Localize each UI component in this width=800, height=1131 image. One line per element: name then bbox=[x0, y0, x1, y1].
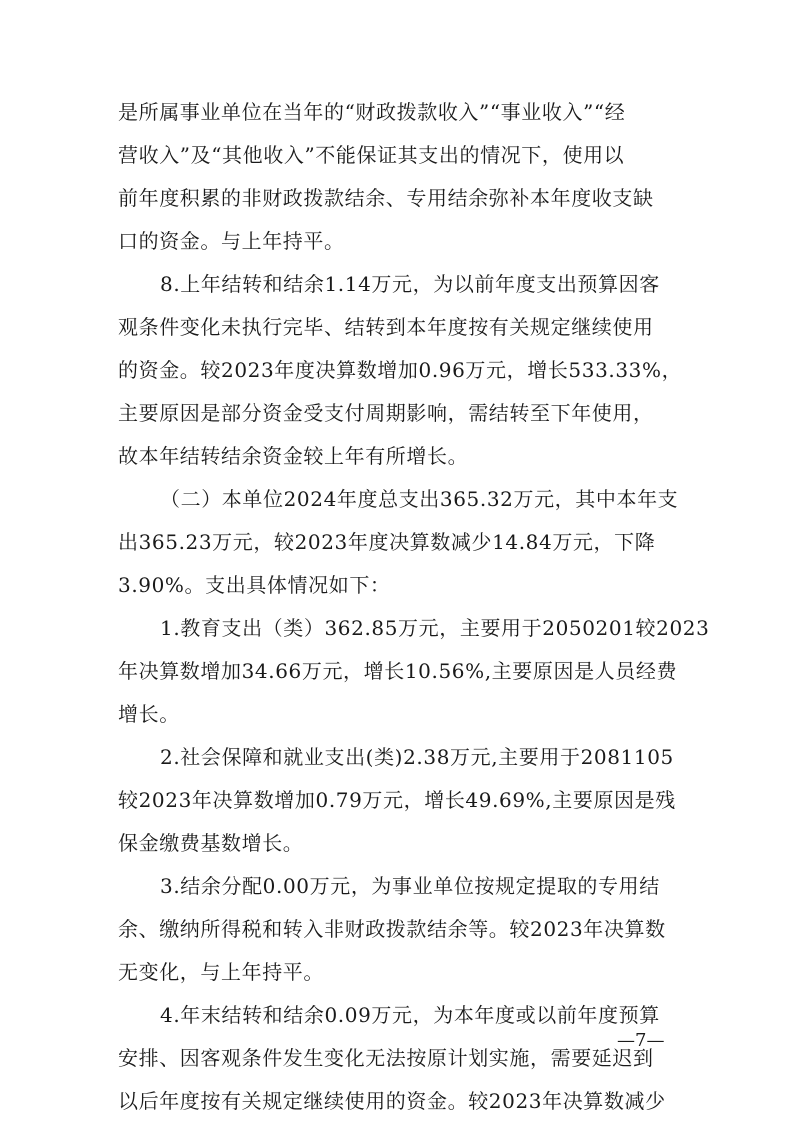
text-line-17: 较2023年决算数增加0.79万元，增长49.69%,主要原因是残 bbox=[118, 788, 676, 812]
text-line-3: 前年度积累的非财政拨款结余、专用结余弥补本年度收支缺 bbox=[118, 186, 654, 210]
text-line-11: 出365.23万元，较2023年度决算数减少14.84万元，下降 bbox=[118, 530, 656, 554]
page-number: —7— bbox=[617, 1030, 665, 1051]
text-line-18: 保金缴费基数增长。 bbox=[118, 831, 304, 855]
text-line-22: 4.年末结转和结余0.09万元，为本年度或以前年度预算 bbox=[160, 1003, 660, 1027]
text-line-24: 以后年度按有关规定继续使用的资金。较2023年决算数减少 bbox=[118, 1089, 666, 1113]
text-line-8: 主要原因是部分资金受支付周期影响，需结转至下年使用， bbox=[118, 401, 654, 425]
text-line-16: 2.社会保障和就业支出(类)2.38万元,主要用于2081105 bbox=[160, 745, 674, 769]
text-line-19: 3.结余分配0.00万元，为事业单位按规定提取的专用结 bbox=[160, 874, 660, 898]
text-line-20: 余、缴纳所得税和转入非财政拨款结余等。较2023年决算数 bbox=[118, 917, 666, 941]
text-line-13: 1.教育支出（类）362.85万元，主要用于2050201较2023 bbox=[160, 616, 710, 640]
text-line-5: 8.上年结转和结余1.14万元，为以前年度支出预算因客 bbox=[160, 272, 660, 296]
text-line-14: 年决算数增加34.66万元，增长10.56%,主要原因是人员经费 bbox=[118, 659, 678, 683]
text-line-23: 安排、因客观条件发生变化无法按原计划实施，需要延迟到 bbox=[118, 1046, 654, 1070]
text-line-21: 无变化，与上年持平。 bbox=[118, 960, 324, 984]
text-line-12: 3.90%。支出具体情况如下： bbox=[118, 573, 391, 597]
text-line-15: 增长。 bbox=[118, 702, 180, 726]
text-line-10: （二）本单位2024年度总支出365.32万元，其中本年支 bbox=[160, 487, 679, 511]
text-line-1: 是所属事业单位在当年的“财政拨款收入”“事业收入”“经 bbox=[118, 100, 626, 124]
text-line-4: 口的资金。与上年持平。 bbox=[118, 229, 345, 253]
text-line-7: 的资金。较2023年度决算数增加0.96万元，增长533.33%， bbox=[118, 358, 683, 382]
text-line-6: 观条件变化未执行完毕、结转到本年度按有关规定继续使用 bbox=[118, 315, 654, 339]
text-line-9: 故本年结转结余资金较上年有所增长。 bbox=[118, 444, 469, 468]
text-line-2: 营收入”及“其他收入”不能保证其支出的情况下，使用以 bbox=[118, 143, 625, 167]
